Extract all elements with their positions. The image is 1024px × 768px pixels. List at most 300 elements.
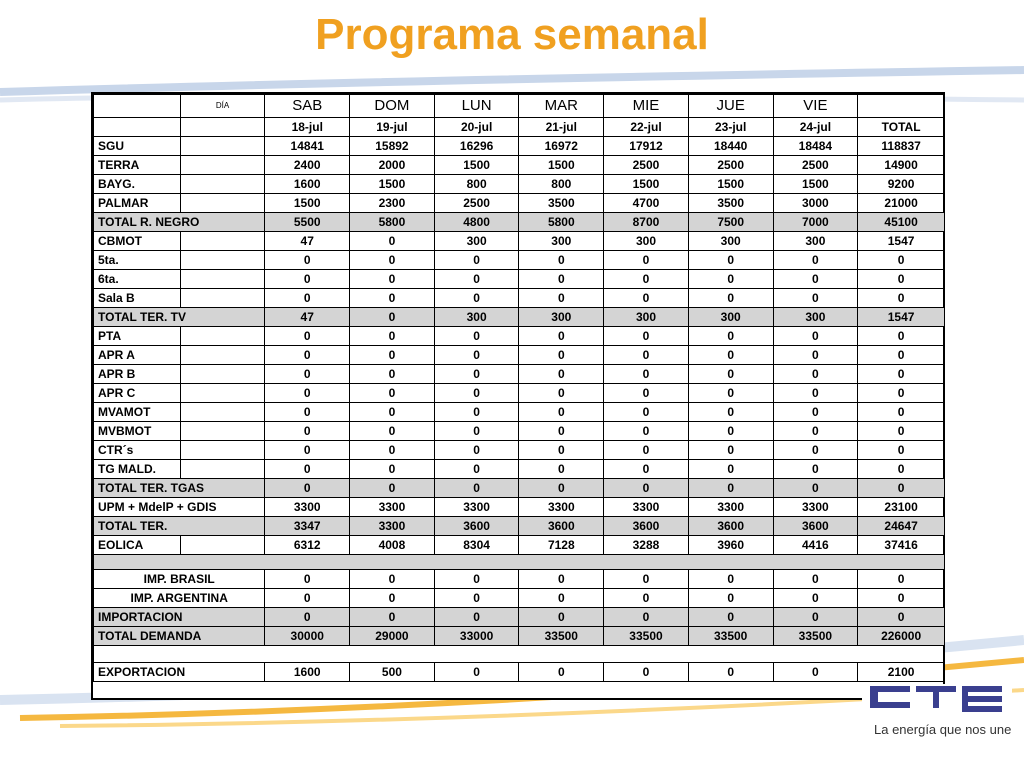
row-label-spacer — [180, 137, 265, 156]
value-cell: 1500 — [688, 175, 773, 194]
row-label: IMPORTACION — [94, 608, 265, 627]
value-cell: 0 — [350, 270, 435, 289]
table-row — [94, 175, 945, 194]
table-row — [94, 608, 945, 627]
row-label-spacer — [180, 232, 265, 251]
value-cell: 0 — [519, 460, 604, 479]
row-label-spacer — [180, 536, 265, 555]
table-row — [94, 289, 945, 308]
row-label: IMP. ARGENTINA — [94, 589, 265, 608]
value-cell: 0 — [688, 365, 773, 384]
value-cell: 14841 — [265, 137, 350, 156]
row-label-spacer — [180, 270, 265, 289]
value-cell: 300 — [604, 232, 689, 251]
row-label: 5ta. — [94, 251, 181, 270]
row-label-spacer — [180, 403, 265, 422]
date-header: 23-jul — [688, 118, 773, 137]
total-cell: 23100 — [858, 498, 945, 517]
table-row — [94, 327, 945, 346]
value-cell: 3300 — [434, 498, 519, 517]
value-cell: 8700 — [604, 213, 689, 232]
value-cell: 300 — [688, 308, 773, 327]
value-cell: 18440 — [688, 137, 773, 156]
row-label-spacer — [180, 365, 265, 384]
value-cell: 0 — [604, 589, 689, 608]
value-cell: 47 — [265, 232, 350, 251]
row-label: EXPORTACION — [94, 663, 265, 682]
row-label-spacer — [180, 251, 265, 270]
row-label-spacer — [180, 346, 265, 365]
value-cell: 0 — [604, 365, 689, 384]
value-cell: 29000 — [350, 627, 435, 646]
value-cell: 0 — [265, 608, 350, 627]
total-cell: 24647 — [858, 517, 945, 536]
header-row-days — [94, 95, 945, 118]
value-cell: 0 — [350, 570, 435, 589]
row-label-spacer — [180, 384, 265, 403]
schedule-table — [91, 92, 945, 700]
value-cell: 1500 — [350, 175, 435, 194]
table-row — [94, 441, 945, 460]
row-label: TOTAL DEMANDA — [94, 627, 265, 646]
date-header: 19-jul — [350, 118, 435, 137]
row-label: TOTAL TER. TGAS — [94, 479, 265, 498]
value-cell: 0 — [604, 327, 689, 346]
row-label: BAYG. — [94, 175, 181, 194]
value-cell: 0 — [350, 327, 435, 346]
value-cell: 2500 — [688, 156, 773, 175]
value-cell: 0 — [604, 570, 689, 589]
value-cell: 0 — [265, 441, 350, 460]
value-cell: 18484 — [773, 137, 858, 156]
table-row — [94, 498, 945, 517]
row-label: APR C — [94, 384, 181, 403]
value-cell: 0 — [350, 589, 435, 608]
value-cell: 4800 — [434, 213, 519, 232]
value-cell: 0 — [350, 251, 435, 270]
value-cell: 300 — [519, 308, 604, 327]
value-cell: 0 — [519, 422, 604, 441]
row-label: SGU — [94, 137, 181, 156]
value-cell: 3347 — [265, 517, 350, 536]
value-cell: 3500 — [688, 194, 773, 213]
value-cell: 0 — [265, 289, 350, 308]
header-corner — [94, 118, 181, 137]
total-cell: 0 — [858, 384, 945, 403]
row-label: CBMOT — [94, 232, 181, 251]
value-cell: 0 — [434, 384, 519, 403]
value-cell: 0 — [604, 479, 689, 498]
value-cell: 0 — [604, 346, 689, 365]
value-cell: 0 — [265, 365, 350, 384]
total-cell: 0 — [858, 608, 945, 627]
value-cell: 0 — [434, 365, 519, 384]
row-label: TOTAL TER. TV — [94, 308, 265, 327]
table-row — [94, 232, 945, 251]
total-cell: 0 — [858, 479, 945, 498]
table-row — [94, 589, 945, 608]
value-cell: 3500 — [519, 194, 604, 213]
value-cell: 0 — [773, 327, 858, 346]
value-cell: 0 — [604, 422, 689, 441]
value-cell: 0 — [773, 270, 858, 289]
value-cell: 0 — [519, 589, 604, 608]
value-cell: 300 — [604, 308, 689, 327]
value-cell: 0 — [773, 441, 858, 460]
row-label-spacer — [180, 156, 265, 175]
total-cell: 2100 — [858, 663, 945, 682]
value-cell: 0 — [519, 479, 604, 498]
total-cell: 9200 — [858, 175, 945, 194]
value-cell: 0 — [519, 441, 604, 460]
table-row — [94, 156, 945, 175]
value-cell: 0 — [434, 663, 519, 682]
value-cell: 0 — [688, 327, 773, 346]
total-cell: 0 — [858, 570, 945, 589]
value-cell: 0 — [350, 308, 435, 327]
value-cell: 0 — [688, 460, 773, 479]
value-cell: 0 — [265, 460, 350, 479]
value-cell: 0 — [350, 346, 435, 365]
value-cell: 0 — [350, 479, 435, 498]
value-cell: 3600 — [688, 517, 773, 536]
value-cell: 16296 — [434, 137, 519, 156]
value-cell: 0 — [434, 270, 519, 289]
value-cell: 300 — [434, 232, 519, 251]
row-label-spacer — [180, 327, 265, 346]
value-cell: 33500 — [604, 627, 689, 646]
value-cell: 3300 — [519, 498, 604, 517]
table-row — [94, 270, 945, 289]
day-header: LUN — [434, 95, 519, 118]
table-row — [94, 403, 945, 422]
date-header: 21-jul — [519, 118, 604, 137]
cte-logo — [862, 678, 1012, 718]
total-cell: 14900 — [858, 156, 945, 175]
value-cell: 0 — [688, 289, 773, 308]
total-header-blank — [858, 95, 945, 118]
value-cell: 1500 — [773, 175, 858, 194]
value-cell: 3600 — [519, 517, 604, 536]
value-cell: 0 — [265, 327, 350, 346]
value-cell: 5800 — [519, 213, 604, 232]
value-cell: 30000 — [265, 627, 350, 646]
total-cell: 118837 — [858, 137, 945, 156]
row-label: UPM + MdelP + GDIS — [94, 498, 265, 517]
day-header: JUE — [688, 95, 773, 118]
total-cell: 0 — [858, 422, 945, 441]
date-header: 18-jul — [265, 118, 350, 137]
value-cell: 0 — [350, 608, 435, 627]
value-cell: 0 — [434, 460, 519, 479]
value-cell: 33500 — [773, 627, 858, 646]
value-cell: 0 — [604, 460, 689, 479]
value-cell: 3960 — [688, 536, 773, 555]
value-cell: 33500 — [688, 627, 773, 646]
value-cell: 0 — [434, 403, 519, 422]
row-label: Sala B — [94, 289, 181, 308]
value-cell: 0 — [350, 441, 435, 460]
date-header: 24-jul — [773, 118, 858, 137]
value-cell: 4416 — [773, 536, 858, 555]
total-cell: 45100 — [858, 213, 945, 232]
value-cell: 0 — [773, 479, 858, 498]
value-cell: 0 — [519, 346, 604, 365]
value-cell: 0 — [265, 570, 350, 589]
total-cell: 0 — [858, 460, 945, 479]
value-cell: 47 — [265, 308, 350, 327]
table-row — [94, 422, 945, 441]
value-cell: 1600 — [265, 175, 350, 194]
spacer-cell — [94, 555, 945, 570]
day-header: SAB — [265, 95, 350, 118]
value-cell: 0 — [519, 270, 604, 289]
row-label: PTA — [94, 327, 181, 346]
value-cell: 0 — [519, 251, 604, 270]
value-cell: 15892 — [350, 137, 435, 156]
date-header: 22-jul — [604, 118, 689, 137]
row-label: APR A — [94, 346, 181, 365]
value-cell: 0 — [350, 403, 435, 422]
total-cell: 0 — [858, 441, 945, 460]
value-cell: 0 — [688, 384, 773, 403]
value-cell: 0 — [773, 251, 858, 270]
value-cell: 0 — [688, 570, 773, 589]
value-cell: 0 — [434, 441, 519, 460]
row-label: TG MALD. — [94, 460, 181, 479]
value-cell: 0 — [519, 365, 604, 384]
value-cell: 0 — [265, 403, 350, 422]
value-cell: 0 — [434, 608, 519, 627]
value-cell: 3288 — [604, 536, 689, 555]
value-cell: 0 — [604, 608, 689, 627]
value-cell: 2500 — [604, 156, 689, 175]
value-cell: 5800 — [350, 213, 435, 232]
value-cell: 0 — [434, 251, 519, 270]
value-cell: 0 — [434, 422, 519, 441]
total-cell: 0 — [858, 403, 945, 422]
row-label-spacer — [180, 441, 265, 460]
value-cell: 300 — [773, 232, 858, 251]
day-header: MAR — [519, 95, 604, 118]
total-cell: 0 — [858, 346, 945, 365]
spacer-row — [94, 555, 945, 570]
value-cell: 0 — [773, 460, 858, 479]
dia-label: DÍA — [180, 95, 265, 118]
total-cell: 37416 — [858, 536, 945, 555]
table-row — [94, 194, 945, 213]
row-label: MVBMOT — [94, 422, 181, 441]
value-cell: 800 — [519, 175, 604, 194]
value-cell: 3300 — [350, 498, 435, 517]
value-cell: 0 — [773, 346, 858, 365]
value-cell: 0 — [265, 479, 350, 498]
value-cell: 0 — [265, 422, 350, 441]
row-label: EOLICA — [94, 536, 181, 555]
date-header: 20-jul — [434, 118, 519, 137]
value-cell: 33000 — [434, 627, 519, 646]
row-label: PALMAR — [94, 194, 181, 213]
value-cell: 7128 — [519, 536, 604, 555]
table-row — [94, 663, 945, 682]
table-row — [94, 517, 945, 536]
value-cell: 0 — [773, 384, 858, 403]
table-row — [94, 251, 945, 270]
value-cell: 0 — [604, 403, 689, 422]
value-cell: 0 — [604, 270, 689, 289]
value-cell: 2000 — [350, 156, 435, 175]
value-cell: 3600 — [773, 517, 858, 536]
row-label-spacer — [180, 289, 265, 308]
value-cell: 17912 — [604, 137, 689, 156]
total-cell: 0 — [858, 251, 945, 270]
value-cell: 3000 — [773, 194, 858, 213]
header-row-dates — [94, 118, 945, 137]
table-row — [94, 384, 945, 403]
value-cell: 0 — [688, 608, 773, 627]
row-label: IMP. BRASIL — [94, 570, 265, 589]
row-label: TOTAL TER. — [94, 517, 265, 536]
value-cell: 3300 — [265, 498, 350, 517]
row-label: TOTAL R. NEGRO — [94, 213, 265, 232]
value-cell: 16972 — [519, 137, 604, 156]
value-cell: 0 — [519, 384, 604, 403]
table-row — [94, 460, 945, 479]
value-cell: 0 — [688, 251, 773, 270]
value-cell: 4008 — [350, 536, 435, 555]
value-cell: 0 — [350, 384, 435, 403]
value-cell: 800 — [434, 175, 519, 194]
total-cell: 0 — [858, 289, 945, 308]
value-cell: 300 — [434, 308, 519, 327]
value-cell: 0 — [773, 608, 858, 627]
value-cell: 0 — [773, 570, 858, 589]
value-cell: 0 — [265, 589, 350, 608]
value-cell: 2500 — [773, 156, 858, 175]
value-cell: 0 — [773, 289, 858, 308]
value-cell: 0 — [773, 365, 858, 384]
value-cell: 3600 — [434, 517, 519, 536]
value-cell: 0 — [350, 365, 435, 384]
row-label-spacer — [180, 460, 265, 479]
value-cell: 3300 — [350, 517, 435, 536]
day-header: DOM — [350, 95, 435, 118]
table-row — [94, 213, 945, 232]
value-cell: 0 — [604, 251, 689, 270]
row-label: MVAMOT — [94, 403, 181, 422]
value-cell: 3300 — [688, 498, 773, 517]
value-cell: 6312 — [265, 536, 350, 555]
value-cell: 2300 — [350, 194, 435, 213]
value-cell: 0 — [773, 663, 858, 682]
value-cell: 5500 — [265, 213, 350, 232]
value-cell: 0 — [265, 346, 350, 365]
value-cell: 0 — [265, 384, 350, 403]
value-cell: 0 — [604, 289, 689, 308]
row-label: CTR´s — [94, 441, 181, 460]
table-row — [94, 627, 945, 646]
table-row — [94, 365, 945, 384]
value-cell: 8304 — [434, 536, 519, 555]
row-label: TERRA — [94, 156, 181, 175]
total-cell: 21000 — [858, 194, 945, 213]
value-cell: 0 — [434, 327, 519, 346]
total-cell: 1547 — [858, 308, 945, 327]
value-cell: 0 — [519, 608, 604, 627]
header-corner — [94, 95, 181, 118]
table-row — [94, 536, 945, 555]
value-cell: 0 — [350, 460, 435, 479]
value-cell: 33500 — [519, 627, 604, 646]
value-cell: 0 — [519, 289, 604, 308]
value-cell: 7000 — [773, 213, 858, 232]
value-cell: 0 — [519, 403, 604, 422]
value-cell: 0 — [688, 403, 773, 422]
value-cell: 0 — [688, 441, 773, 460]
table-row — [94, 570, 945, 589]
total-cell: 0 — [858, 365, 945, 384]
total-header: TOTAL — [858, 118, 945, 137]
value-cell: 2400 — [265, 156, 350, 175]
value-cell: 1600 — [265, 663, 350, 682]
value-cell: 300 — [688, 232, 773, 251]
total-cell: 0 — [858, 270, 945, 289]
row-label: 6ta. — [94, 270, 181, 289]
value-cell: 7500 — [688, 213, 773, 232]
page-title: Programa semanal — [315, 10, 709, 59]
day-header: VIE — [773, 95, 858, 118]
spacer-row — [94, 646, 945, 663]
value-cell: 0 — [688, 663, 773, 682]
value-cell: 0 — [350, 232, 435, 251]
value-cell: 0 — [773, 422, 858, 441]
value-cell: 0 — [434, 289, 519, 308]
value-cell: 0 — [688, 589, 773, 608]
value-cell: 0 — [604, 441, 689, 460]
total-cell: 226000 — [858, 627, 945, 646]
value-cell: 0 — [519, 327, 604, 346]
table-row — [94, 479, 945, 498]
value-cell: 0 — [265, 251, 350, 270]
value-cell: 0 — [434, 479, 519, 498]
row-label-spacer — [180, 194, 265, 213]
value-cell: 500 — [350, 663, 435, 682]
value-cell: 1500 — [604, 175, 689, 194]
value-cell: 0 — [265, 270, 350, 289]
value-cell: 0 — [604, 663, 689, 682]
value-cell: 3600 — [604, 517, 689, 536]
table-row — [94, 137, 945, 156]
value-cell: 2500 — [434, 194, 519, 213]
value-cell: 3300 — [773, 498, 858, 517]
row-label: APR B — [94, 365, 181, 384]
value-cell: 0 — [434, 570, 519, 589]
header-corner — [180, 118, 265, 137]
day-header: MIE — [604, 95, 689, 118]
value-cell: 0 — [350, 289, 435, 308]
value-cell: 1500 — [265, 194, 350, 213]
value-cell: 0 — [773, 589, 858, 608]
value-cell: 0 — [688, 346, 773, 365]
value-cell: 1500 — [519, 156, 604, 175]
value-cell: 300 — [773, 308, 858, 327]
table-row — [94, 308, 945, 327]
value-cell: 3300 — [604, 498, 689, 517]
value-cell: 0 — [773, 403, 858, 422]
value-cell: 4700 — [604, 194, 689, 213]
total-cell: 0 — [858, 327, 945, 346]
value-cell: 1500 — [434, 156, 519, 175]
